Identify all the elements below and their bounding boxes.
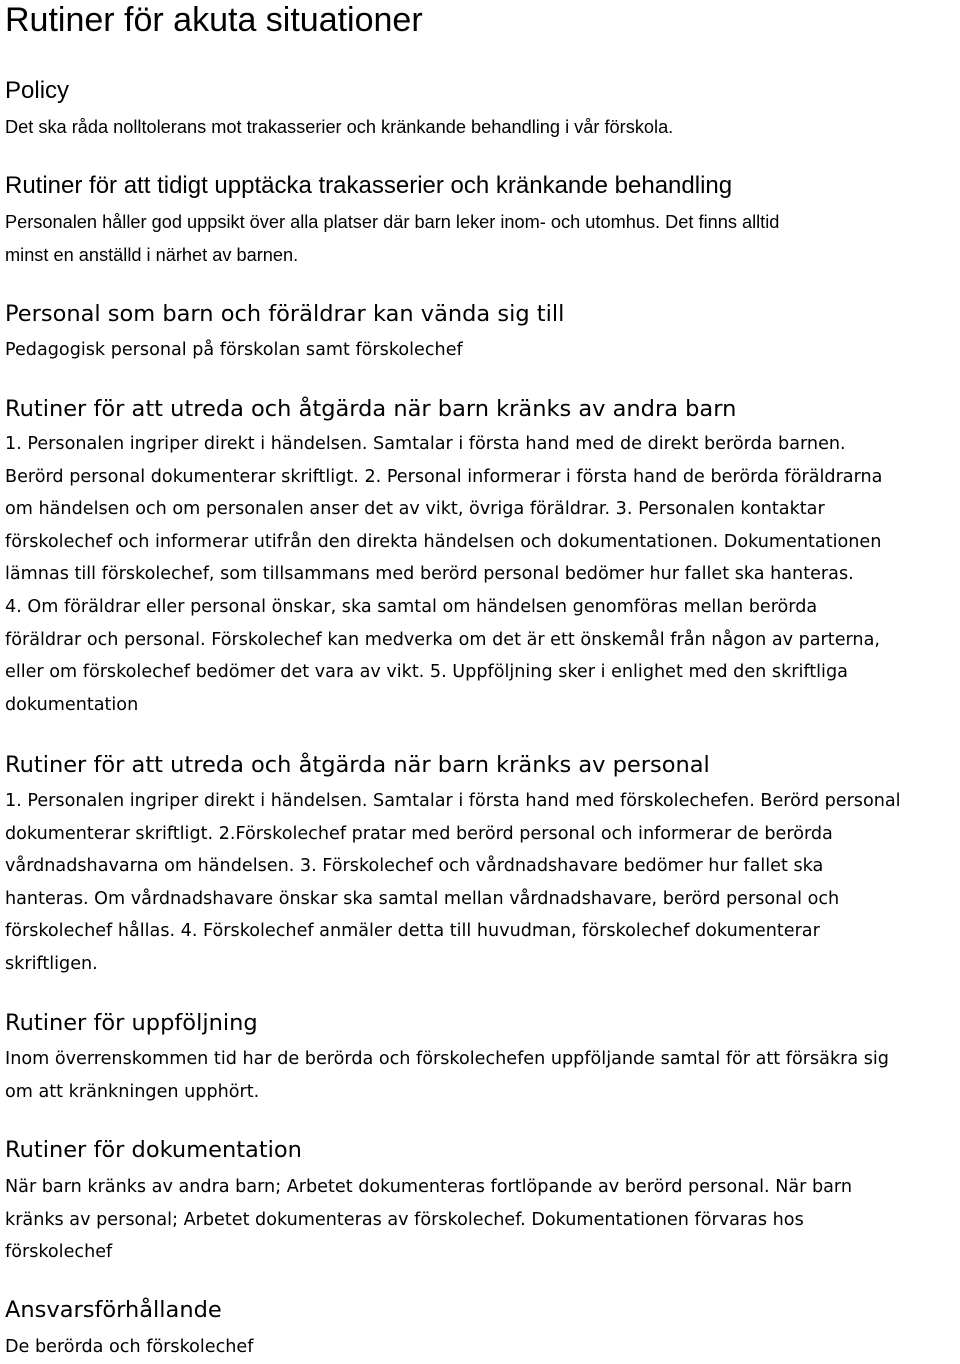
paragraph-line: föräldrar och personal. Förskolechef kan medverka om det är ett önskemål från någon av parterna,: [5, 629, 880, 650]
section-heading-early-detection: Rutiner för att tidigt upptäcka trakasserier och kränkande behandling: [5, 172, 733, 199]
section-body-documentation: [5, 1171, 852, 1269]
section-heading-follow-up: Rutiner för uppföljning: [5, 1010, 258, 1036]
paragraph-line: När barn kränks av andra barn; Arbetet dokumenteras fortlöpande av berörd personal. När barn: [5, 1177, 852, 1197]
paragraph-line: förskolechef: [5, 1242, 113, 1263]
section-body-offended-by-staff: [5, 785, 901, 981]
section-body-responsibility: [5, 1331, 253, 1364]
section-body-follow-up: [5, 1043, 889, 1108]
section-body-early-detection: [5, 206, 779, 271]
section-heading-contact-persons: Personal som barn och föräldrar kan vända sig till: [5, 301, 565, 327]
paragraph-line: 1. Personalen ingriper direkt i händelsen. Samtalar i första hand med förskolechefen. Berörd personal: [5, 791, 901, 811]
paragraph-line: Det ska råda nolltolerans mot trakasserier och kränkande behandling i vår förskola.: [5, 117, 674, 137]
paragraph-line: dokumenterar skriftligt. 2.Förskolechef pratar med berörd personal och informerar de berörda: [5, 823, 833, 844]
paragraph-line: 1. Personalen ingriper direkt i händelsen. Samtalar i första hand med de direkt berörda barnen.: [5, 434, 846, 454]
paragraph-line: om att kränkningen upphört.: [5, 1081, 260, 1102]
page-title: Rutiner för akuta situationer: [5, 1, 423, 39]
paragraph-line: kränks av personal; Arbetet dokumenteras av förskolechef. Dokumentationen förvaras hos: [5, 1209, 804, 1230]
section-heading-responsibility: Ansvarsförhållande: [5, 1297, 222, 1323]
paragraph-line: eller om förskolechef bedömer det vara av vikt. 5. Uppföljning sker i enlighet med den skriftliga: [5, 662, 848, 683]
paragraph-line: förskolechef hållas. 4. Förskolechef anmäler detta till huvudman, förskolechef dokumenterar: [5, 921, 820, 942]
paragraph-line: Personalen håller god uppsikt över alla platser där barn leker inom- och utomhus. Det finns alltid: [5, 212, 780, 232]
paragraph-line: minst en anställd i närhet av barnen.: [5, 244, 299, 265]
section-body-offended-by-children: [5, 428, 882, 721]
paragraph-line: Pedagogisk personal på förskolan samt förskolechef: [5, 340, 463, 360]
paragraph-line: Inom överrenskommen tid har de berörda och förskolechefen uppföljande samtal för att försäkra sig: [5, 1049, 889, 1069]
section-body-contact-persons: [5, 334, 463, 367]
paragraph-line: Berörd personal dokumenterar skriftligt. 2. Personal informerar i första hand de berörda föräldrarna: [5, 466, 883, 487]
section-heading-offended-by-children: Rutiner för att utreda och åtgärda när barn kränks av andra barn: [5, 396, 737, 422]
paragraph-line: skriftligen.: [5, 953, 98, 974]
paragraph-line: vårdnadshavarna om händelsen. 3. Förskolechef och vårdnadshavare bedömer hur fallet ska: [5, 856, 824, 877]
section-heading-offended-by-staff: Rutiner för att utreda och åtgärda när barn kränks av personal: [5, 752, 710, 778]
paragraph-line: lämnas till förskolechef, som tillsammans med berörd personal bedömer hur fallet ska hanteras.: [5, 564, 854, 585]
paragraph-line: De berörda och förskolechef: [5, 1337, 254, 1357]
paragraph-line: om händelsen och om personalen anser det av vikt, övriga föräldrar. 3. Personalen kontaktar: [5, 499, 825, 520]
section-heading-policy: Policy: [5, 77, 70, 104]
paragraph-line: förskolechef och informerar utifrån den direkta händelsen och dokumentationen. Dokumentationen: [5, 531, 882, 552]
paragraph-line: dokumentation: [5, 694, 139, 715]
section-body-policy: [5, 111, 673, 144]
paragraph-line: hanteras. Om vårdnadshavare önskar ska samtal mellan vårdnadshavare, berörd personal och: [5, 888, 840, 909]
section-heading-documentation: Rutiner för dokumentation: [5, 1137, 302, 1163]
paragraph-line: 4. Om föräldrar eller personal önskar, ska samtal om händelsen genomföras mellan berörda: [5, 596, 818, 617]
